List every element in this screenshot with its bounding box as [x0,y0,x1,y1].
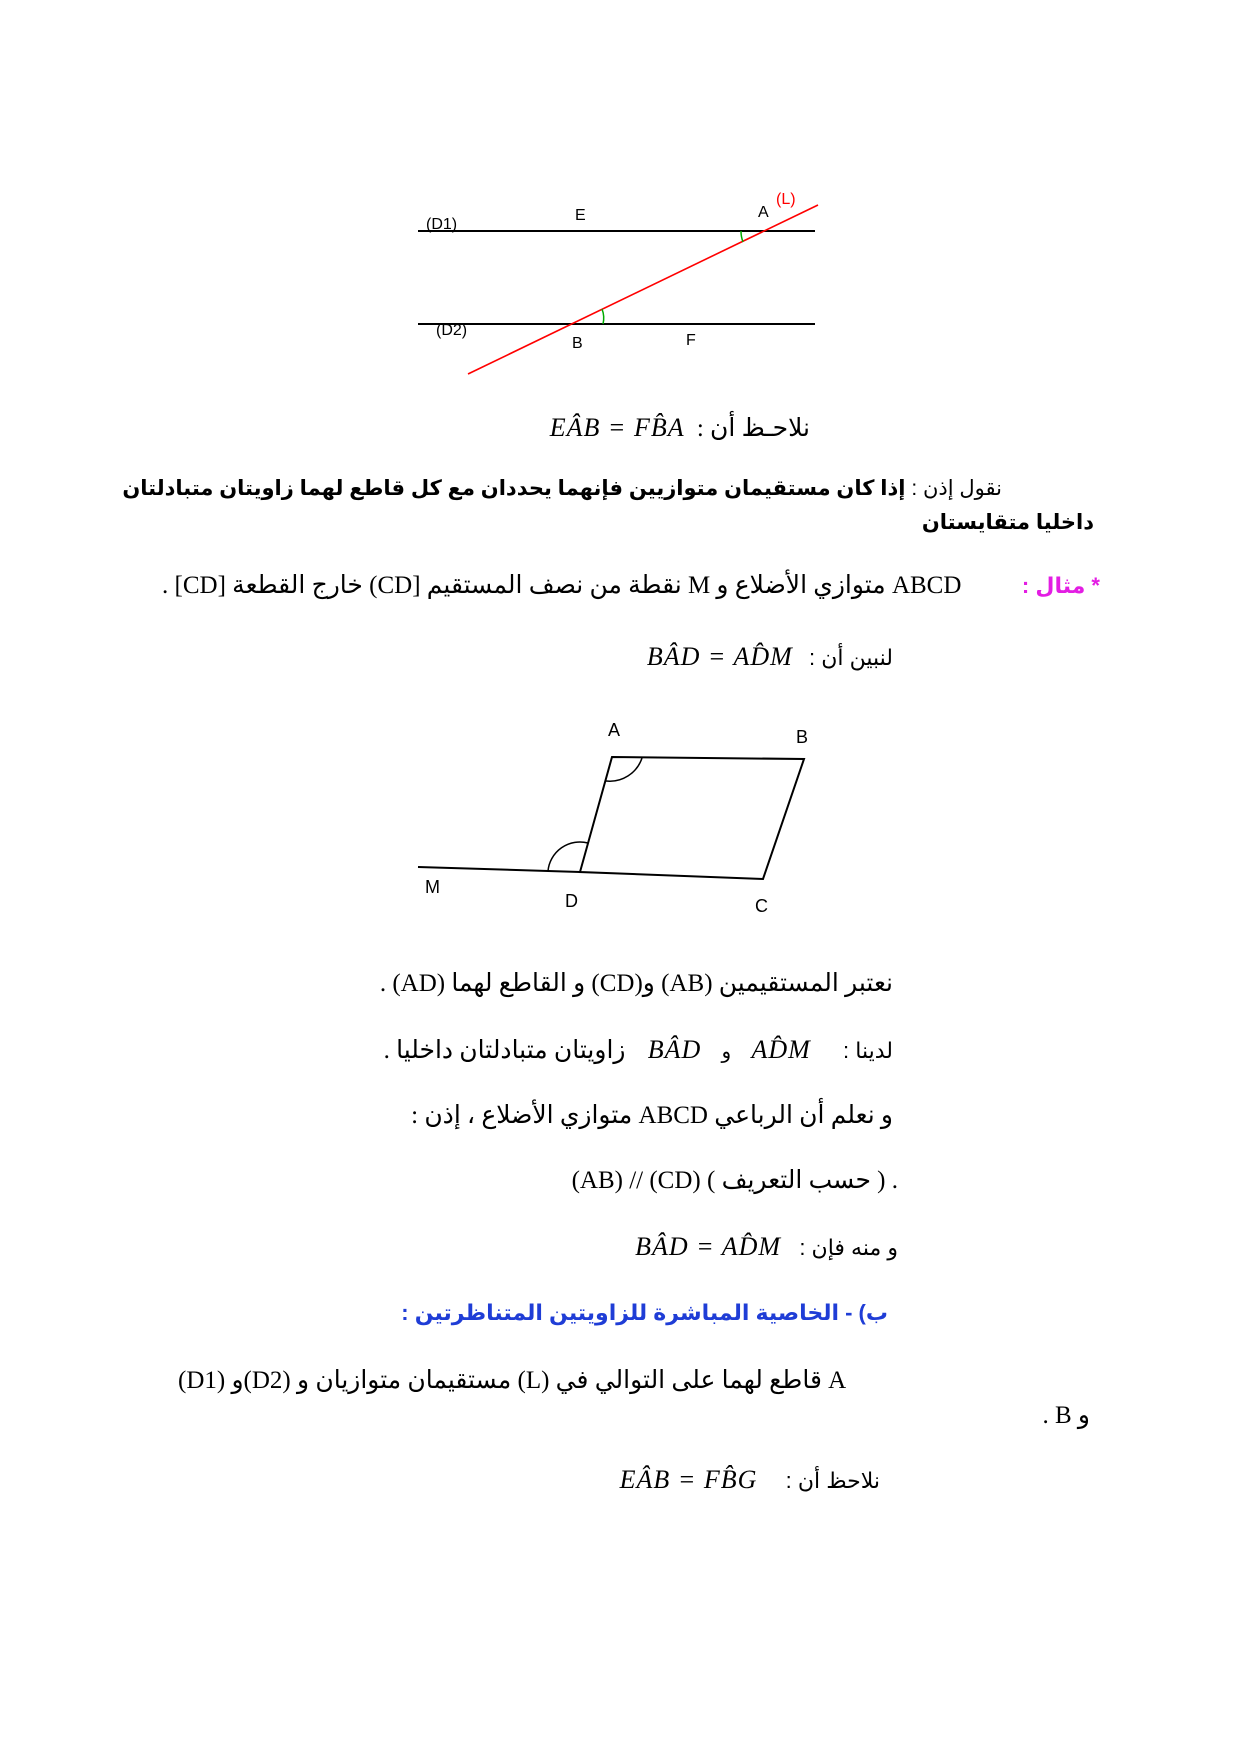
label-d2: (D2) [436,322,468,339]
parallelogram-figure [410,715,830,925]
section-b-observe-text: نلاحظ أن : [785,1468,880,1493]
half-line-dm [418,867,580,872]
parallel-lines-figure [410,175,830,385]
proof-line-2 [380,1035,893,1065]
conclusion-lead: نقول إذن : [911,477,1002,500]
label-l: (L) [776,191,796,208]
label-e: E [575,207,586,224]
label-f: F [686,332,696,349]
proof-line-5-text: و منه فإن : [799,1235,898,1260]
proof-line-5-formula: BÂD = AD̂M [635,1232,782,1261]
proof-line-5 [600,1232,898,1262]
section-b-observe-formula: EÂB = FB̂G [619,1465,758,1494]
proof-line-1: نعتبر المستقيمين (AB) و(CD) و القاطع لهما (AD) . [379,970,893,997]
example-label: * مثال : [1021,573,1100,598]
proof-line-2-formula-1: AD̂M [751,1035,811,1064]
observation-1 [528,413,810,443]
label-a: A [758,204,769,221]
label-vertex-a: A [608,720,621,740]
show-text: لنبين أن : [809,645,893,670]
conclusion-statement-cont: داخليا متقايستان [921,511,1094,534]
example-line [150,570,1100,600]
proof-line-2-end: زاويتان متبادلتان داخليا . [383,1037,626,1064]
section-b-title: ب) - الخاصية المباشرة للزاويتين المتناظرتين : [401,1300,888,1325]
conclusion-line [122,476,1002,501]
label-vertex-b: B [796,727,809,747]
show-line [618,642,893,672]
label-d1: (D1) [426,216,458,233]
angle-arc-a [741,231,743,242]
example-text: ABCD متوازي الأضلاع و M نقطة من نصف المستقيم [CD) خارج القطعة [CD] . [162,572,962,599]
proof-line-2-and: و [721,1041,732,1063]
section-b-line-1: (D1) و(D2) مستقيمان متوازيان و (L) قاطع لهما على التوالي في A [178,1367,847,1394]
label-vertex-d: D [565,891,578,911]
label-vertex-c: C [755,896,768,916]
observation-1-text: نلاحـظ أن : [696,415,810,442]
conclusion-statement: إذا كان مستقيمان متوازيين فإنهما يحددان مع كل قاطع لهما زاويتان متبادلتان [122,477,906,500]
section-b-observe [590,1465,880,1495]
parallelogram-abcd [580,757,804,879]
proof-line-2-formula-2: BÂD [647,1035,702,1064]
proof-line-2-start: لدينا : [843,1038,893,1063]
proof-line-3: و نعلم أن الرباعي ABCD متوازي الأضلاع ، إذن : [411,1102,893,1129]
observation-1-formula: EÂB = FB̂A [549,413,685,442]
show-formula: BÂD = AD̂M [646,642,793,671]
label-b: B [572,335,583,352]
proof-line-4: (AB) // (CD) ( حسب التعريف ) . [571,1167,898,1194]
label-point-m: M [425,877,440,897]
angle-arc-b [602,309,604,324]
section-b-line-2: و B . [1042,1402,1090,1429]
